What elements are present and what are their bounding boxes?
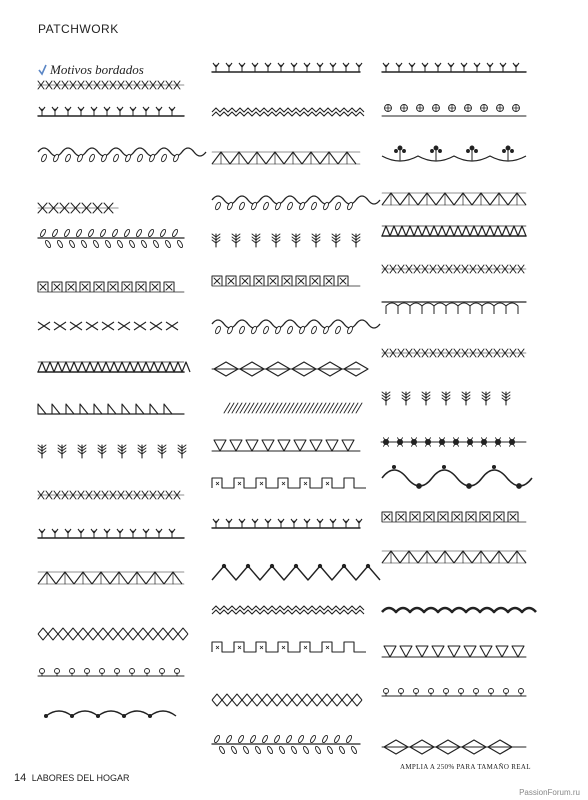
embroidery-motif-x-row [382, 349, 526, 357]
embroidery-motif-leaf-vine [212, 320, 380, 334]
embroidery-motif-fan-diamonds [382, 193, 526, 205]
motif-column-middle [212, 63, 380, 754]
embroidery-motif-greek-key [212, 478, 366, 488]
embroidery-motif-vine-leaves [212, 735, 360, 755]
page-footer [14, 772, 129, 784]
embroidery-motif-leaf-vine [212, 196, 380, 210]
motif-column-left [38, 81, 206, 718]
embroidery-motif-fern-sprigs [212, 234, 360, 247]
embroidery-motif-triangle-row [382, 646, 526, 657]
embroidery-motif-scallop-arcs [44, 711, 176, 718]
embroidery-motif-tulip [212, 519, 362, 528]
embroidery-motif-x-row [382, 265, 526, 273]
embroidery-motif-dot-flowers [381, 438, 526, 447]
embroidery-motif-x-row [38, 491, 184, 499]
embroidery-motif-diagonal-hash [224, 403, 362, 413]
embroidery-motif-vine-leaves [38, 229, 184, 249]
watermark: PassionForum.ru [519, 788, 580, 797]
magazine-name: LABORES DEL HOGAR [31, 773, 130, 783]
embroidery-motif-greek-key [212, 642, 366, 652]
embroidery-motif-leaf-vine [38, 148, 206, 162]
embroidery-motif-box-x [382, 512, 526, 522]
embroidery-motif-loops [38, 669, 184, 677]
embroidery-motif-tulip [212, 63, 362, 72]
embroidery-motif-diamond-zigzag [38, 628, 188, 640]
embroidery-motif-box-x [212, 276, 360, 286]
embroidery-motif-double-zigzag [212, 108, 364, 116]
embroidery-motif-x-row [38, 81, 184, 89]
embroidery-motif-fan-diamonds [382, 551, 526, 563]
embroidery-motif-diamond-chain [212, 362, 368, 376]
embroidery-motif-picket-arcs [382, 302, 526, 314]
embroidery-motif-zigzag-large [212, 564, 380, 580]
embroidery-motif-wave-dots [382, 465, 532, 488]
embroidery-motif-box-x [38, 282, 184, 292]
embroidery-motif-triangle-row [212, 440, 360, 451]
enlarge-note: AMPLIA A 250% PARA TAMAÑO REAL [400, 763, 531, 771]
embroidery-motif-diamond-chain [382, 740, 526, 754]
embroidery-motif-scroll-flowers [382, 105, 526, 117]
page-number: 14 [14, 772, 27, 784]
embroidery-motif-tulip [38, 529, 184, 538]
embroidery-motif-zigzag-fill [382, 226, 526, 236]
section-header: PATCHWORK [38, 22, 119, 36]
embroidery-motif-x-short [38, 203, 118, 213]
embroidery-motif-tulip [38, 107, 184, 116]
embroidery-motif-diamond-zigzag [212, 694, 362, 706]
embroidery-motif-triangle-flags [38, 404, 184, 414]
embroidery-motif-fern-sprigs [38, 445, 186, 458]
page-title: Motivos bordados [50, 62, 144, 77]
embroidery-motif-fan-diamonds [212, 152, 360, 164]
embroidery-motif-loops [382, 689, 526, 697]
embroidery-motif-flower-arcs [382, 146, 526, 161]
embroidery-motif-fern-sprigs [382, 392, 510, 405]
embroidery-motif-zigzag-fill [38, 362, 190, 372]
embroidery-motif-tulip [382, 63, 526, 72]
embroidery-motif-fan-diamonds [38, 572, 184, 584]
motif-column-right [381, 63, 536, 754]
embroidery-motif-wave-blades [382, 608, 536, 612]
embroidery-motif-arrow-box [38, 322, 178, 330]
embroidery-motif-double-zigzag [212, 606, 364, 614]
